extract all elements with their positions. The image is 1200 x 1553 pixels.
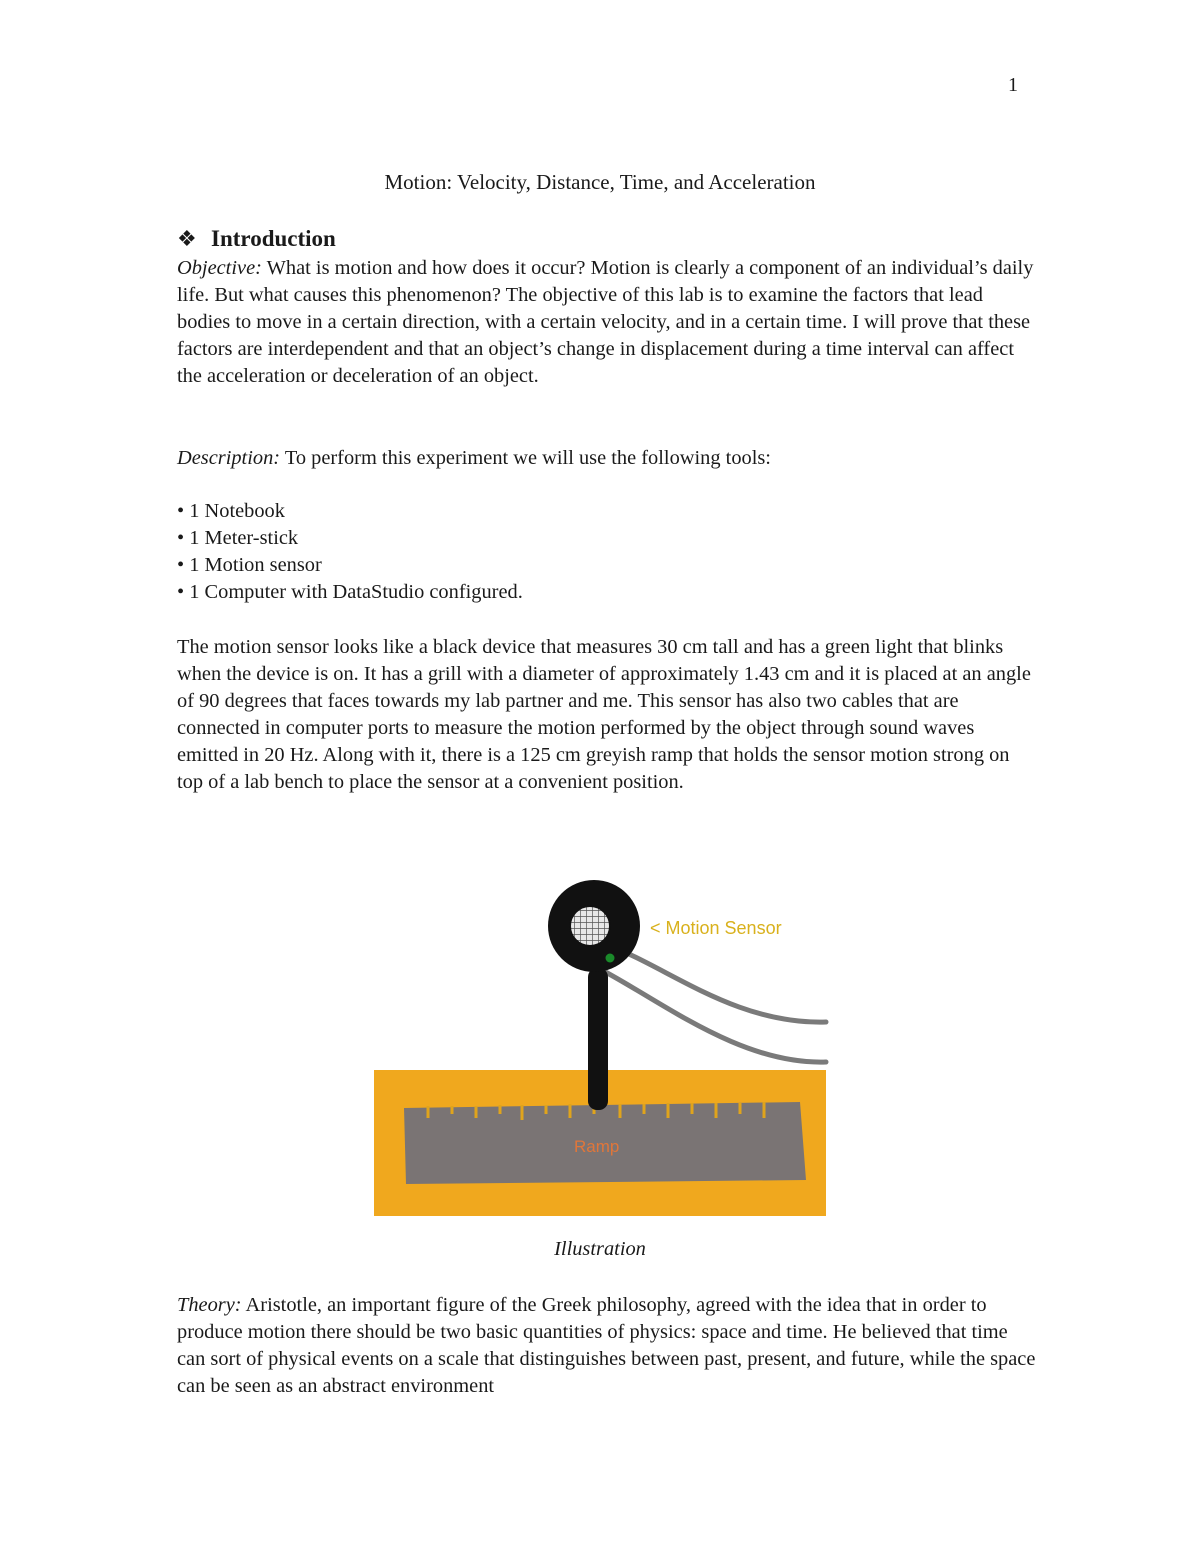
sensor-description-text: The motion sensor looks like a black device that measures 30 cm tall and has a green light that blinks when the device is on. It has a grill with a diameter of approximately 1.43 cm and it is placed at an angle of 90 degrees that faces towards my lab partner and me. This sensor has also two cables that are connected in computer ports to measure the motion performed by the object through sound waves emitted in 20 Hz. Along with it, there is a 125 cm greyish ramp that holds the sensor motion strong on top of a lab bench to place the sensor at a convenient position. xyxy=(177,636,1031,793)
sensor-grill xyxy=(570,906,610,946)
figure-caption: Illustration xyxy=(554,1238,646,1260)
diamond-bullet-icon: ❖ xyxy=(177,226,197,251)
description-label: Description: xyxy=(177,447,281,469)
section-heading-label: Introduction xyxy=(211,226,336,251)
tools-list xyxy=(177,498,1037,606)
list-item: • 1 Meter-stick xyxy=(177,527,299,549)
sensor-cable xyxy=(598,968,826,1062)
objective-paragraph xyxy=(177,255,1037,390)
list-item: • 1 Notebook xyxy=(177,500,285,522)
document-title: Motion: Velocity, Distance, Time, and Acceleration xyxy=(384,170,816,194)
objective-label: Objective: xyxy=(177,257,262,279)
theory-paragraph xyxy=(177,1292,1037,1400)
list-item: • 1 Computer with DataStudio configured. xyxy=(177,581,523,603)
sensor-description-paragraph xyxy=(177,634,1037,796)
sensor-pole xyxy=(588,968,608,1110)
illustration-figure xyxy=(370,880,830,1220)
page-number: 1 xyxy=(1008,74,1018,96)
objective-text: What is motion and how does it occur? Motion is clearly a component of an individual’s daily life. But what causes this phenomenon? The objective of this lab is to examine the factors that lead bodies to move in a certain direction, with a certain velocity, and in a certain time. I will prove that these factors are interdependent and that an object’s change in displacement during a time interval can affect the acceleration or deceleration of an object. xyxy=(177,257,1034,387)
description-paragraph xyxy=(177,445,1037,472)
illustration-svg xyxy=(370,880,830,1220)
description-text: To perform this experiment we will use the following tools: xyxy=(284,447,771,469)
list-item: • 1 Motion sensor xyxy=(177,554,322,576)
motion-sensor-label: < Motion Sensor xyxy=(650,918,782,938)
sensor-cable xyxy=(598,942,826,1022)
theory-label: Theory: xyxy=(177,1294,242,1316)
green-light-icon xyxy=(606,954,615,963)
theory-text: Aristotle, an important figure of the Greek philosophy, agreed with the idea that in order to produce motion there should be two basic quantities of physics: space and time. He believed that time can sort of physical events on a scale that distinguishes between past, present, and future, while the space can be seen as an abstract environment xyxy=(177,1294,1036,1397)
ramp-label: Ramp xyxy=(574,1137,620,1156)
section-heading-introduction xyxy=(177,226,336,252)
